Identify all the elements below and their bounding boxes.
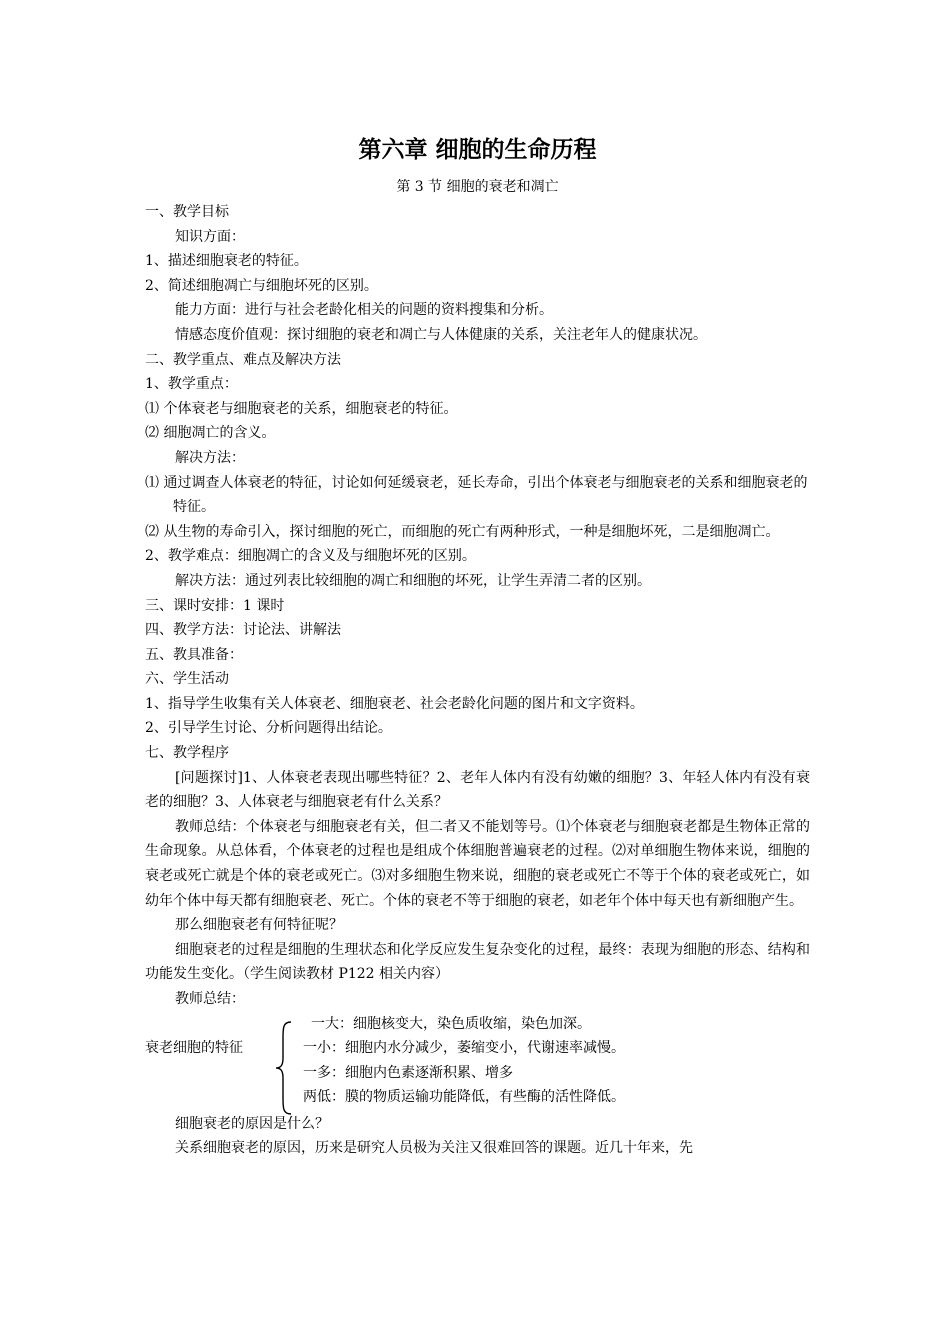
document-body	[145, 200, 810, 1161]
feature-item: 一小：细胞内水分减少，萎缩变小，代谢速率减慢。	[303, 1040, 625, 1057]
solution-item: ⑴ 通过调查人体衰老的特征，讨论如何延缓衰老，延长寿命，引出个体衰老与细胞衰老的关系和细胞衰老的特征。	[145, 474, 808, 516]
objective-item: 2、简述细胞凋亡与细胞坏死的区别。	[145, 277, 378, 294]
problem-discussion-paragraph: [问题探讨]1、人体衰老表现出哪些特征？2、老年人体内有没有幼嫩的细胞？3、年轻人体内有没有衰老的细胞？3、人体衰老与细胞衰老有什么关系？	[145, 769, 810, 811]
feature-item: 两低：膜的物质运输功能降低，有些酶的活性降低。	[303, 1089, 625, 1106]
chapter-title: 第六章 细胞的生命历程	[358, 137, 597, 163]
heading-materials: 五、教具准备：	[145, 646, 243, 663]
heading-key-points: 二、教学重点、难点及解决方法	[145, 351, 341, 368]
solution-label: 解决方法：	[175, 449, 245, 466]
heading-schedule: 三、课时安排：1 课时	[145, 597, 285, 614]
key-point-item: ⑵ 细胞凋亡的含义。	[145, 425, 276, 442]
attitude-line: 情感态度价值观：探讨细胞的衰老和凋亡与人体健康的关系，关注老年人的健康状况。	[175, 326, 707, 343]
activity-item: 2、引导学生讨论、分析问题得出结论。	[145, 720, 392, 737]
activity-item: 1、指导学生收集有关人体衰老、细胞衰老、社会老龄化问题的图片和文字资料。	[145, 695, 644, 712]
feature-item: 一多：细胞内色素逐渐积累、增多	[303, 1064, 513, 1081]
knowledge-label: 知识方面：	[175, 228, 245, 245]
heading-procedure: 七、教学程序	[145, 745, 229, 762]
key-point-item: ⑴ 个体衰老与细胞衰老的关系，细胞衰老的特征。	[145, 400, 458, 417]
question-paragraph: 那么细胞衰老有何特征呢？	[175, 917, 343, 934]
objective-item: 1、描述细胞衰老的特征。	[145, 253, 308, 270]
cause-question-paragraph: 细胞衰老的原因是什么？	[175, 1115, 329, 1132]
heading-objectives: 一、教学目标	[145, 204, 229, 220]
cause-paragraph: 关系细胞衰老的原因，历来是研究人员极为关注又很难回答的课题。近几十年来，先	[175, 1140, 693, 1157]
features-list	[303, 1012, 625, 1110]
section-subtitle: 第 3 节 细胞的衰老和凋亡	[396, 179, 559, 195]
teacher-summary-label: 教师总结：	[175, 991, 245, 1007]
solution-item: ⑵ 从生物的寿命引入，探讨细胞的死亡，而细胞的死亡有两种形式，一种是细胞坏死，二是细胞凋亡。	[145, 523, 780, 540]
aging-process-paragraph: 细胞衰老的过程是细胞的生理状态和化学反应发生复杂变化的过程，最终：表现为细胞的形态、结构和功能发生变化。（学生阅读教材 P122 相关内容）	[145, 941, 810, 983]
aging-features-block	[145, 1012, 810, 1112]
difficulty-solution: 解决方法：通过列表比较细胞的凋亡和细胞的坏死，让学生弄清二者的区别。	[175, 572, 651, 589]
features-label: 衰老细胞的特征	[145, 1039, 243, 1056]
difficulty-line: 2、教学难点：细胞凋亡的含义及与细胞坏死的区别。	[145, 548, 476, 565]
feature-item: 一大：细胞核变大，染色质收缩，染色加深。	[311, 1015, 591, 1032]
teacher-summary-paragraph: 教师总结：个体衰老与细胞衰老有关，但二者又不能划等号。⑴个体衰老与细胞衰老都是生物体正常的生命现象。从总体看，个体衰老的过程也是组成个体细胞普遍衰老的过程。⑵对单细胞生物体来说，细胞的衰老或死亡就是个体的衰老或死亡。⑶对多细胞生物来说，细胞的衰老或死亡不等于个体的衰老或死亡，如幼年个体中每天都有细胞衰老、死亡。个体的衰老不等于细胞的衰老，如老年个体中每天也有新细胞产生。	[145, 818, 810, 909]
ability-line: 能力方面：进行与社会老龄化相关的问题的资料搜集和分析。	[175, 302, 553, 319]
heading-activities: 六、学生活动	[145, 671, 229, 688]
curly-brace-icon	[273, 1020, 295, 1116]
heading-method: 四、教学方法：讨论法、讲解法	[145, 622, 341, 639]
key-points-label: 1、教学重点：	[145, 376, 238, 393]
